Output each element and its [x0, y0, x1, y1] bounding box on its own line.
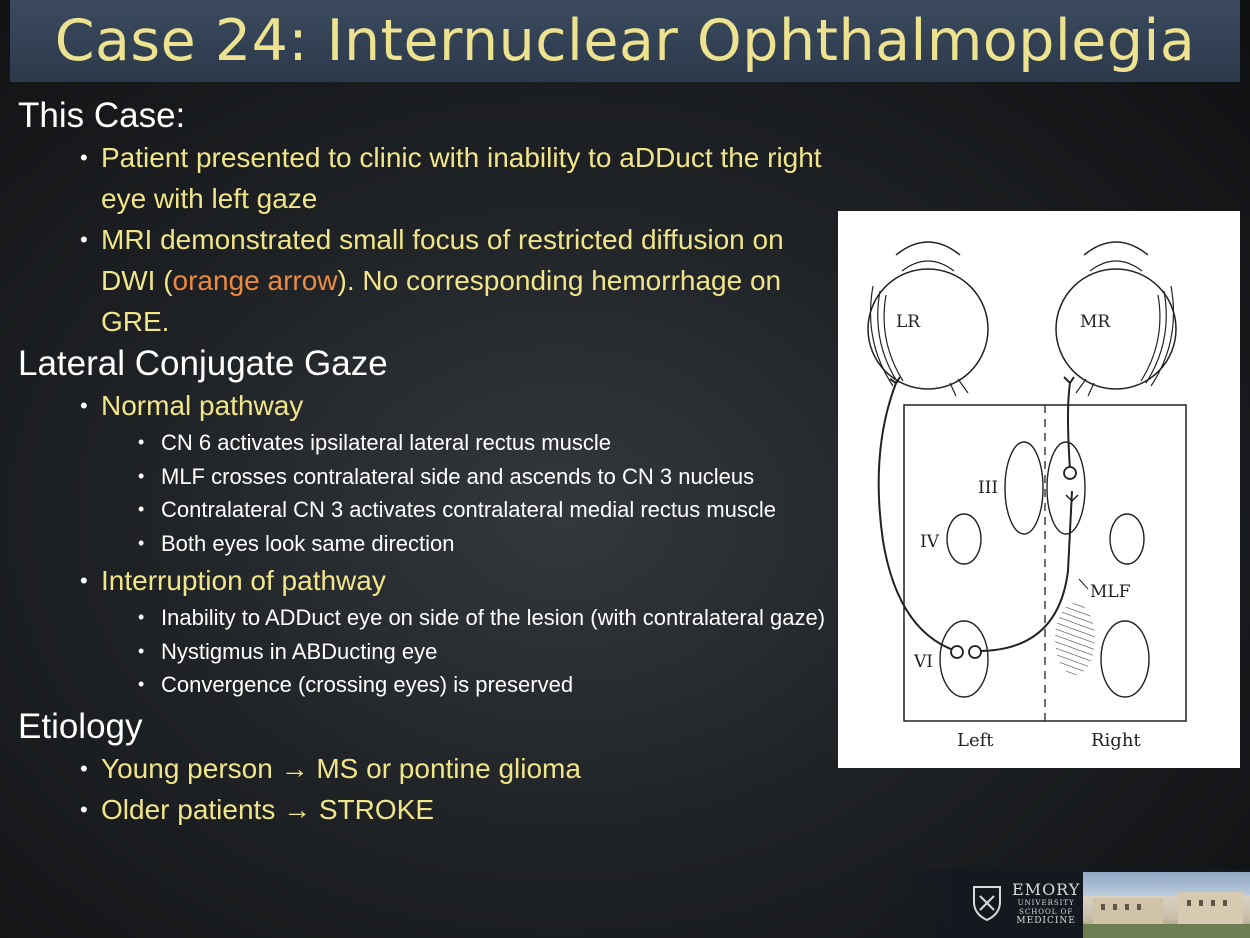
slide-content	[18, 95, 838, 830]
label-iii: III	[978, 478, 999, 498]
left-eye	[868, 242, 988, 396]
label-lr: LR	[896, 312, 921, 332]
cn6-motor-neuron-dot	[951, 646, 963, 658]
emory-medicine: MEDICINE	[1016, 916, 1076, 926]
cn4-nucleus-left	[947, 514, 981, 564]
diagram-svg	[838, 211, 1240, 768]
normal-item-3: • Contralateral CN 3 activates contralateral medial rectus muscle	[18, 493, 838, 527]
mri-text-pre: MRI demonstrated small focus of restricted diffusion on DWI (	[101, 224, 784, 296]
emory-name: EMORY	[1012, 880, 1081, 899]
cn3-nucleus-right	[1047, 442, 1085, 534]
mlf-lesion	[1055, 603, 1095, 675]
building-photo	[1083, 872, 1250, 938]
cn6-nucleus-left	[940, 621, 988, 697]
normal-item-1: • CN 6 activates ipsilateral lateral rectus muscle	[18, 426, 838, 460]
slide-title: Case 24: Internuclear Ophthalmoplegia	[54, 8, 1196, 74]
cn6-nucleus-right	[1101, 621, 1149, 697]
cn6-interneuron-dot	[969, 646, 981, 658]
normal-item-4: • Both eyes look same direction	[18, 527, 838, 561]
heading-etiology: Etiology	[18, 706, 143, 746]
interruption-label: • Interruption of pathway	[18, 560, 838, 601]
emory-shield-icon	[972, 884, 1002, 922]
etiology-item-1: • Young person → MS or pontine glioma	[18, 748, 838, 789]
label-mr: MR	[1080, 312, 1111, 332]
orange-arrow-text: orange arrow	[172, 265, 338, 296]
normal-pathway-label: • Normal pathway	[18, 385, 838, 426]
etiology-item-2: • Older patients → STROKE	[18, 789, 838, 830]
cn3-nerve-path	[1064, 377, 1074, 469]
interruption-item-1: • Inability to ADDuct eye on side of the lesion (with contralateral gaze)	[18, 601, 838, 635]
interruption-item-2: • Nystigmus in ABDucting eye	[18, 635, 838, 669]
cn6-nerve-path	[879, 377, 956, 651]
lateral-gaze-list	[18, 385, 838, 426]
this-case-bullet-2	[18, 219, 838, 342]
label-mlf: MLF	[1090, 582, 1131, 602]
mlf-pointer	[1079, 579, 1088, 589]
this-case-list	[18, 137, 838, 342]
right-eye	[1056, 242, 1176, 396]
cn4-nucleus-right	[1110, 514, 1144, 564]
etiology-list	[18, 748, 838, 830]
this-case-bullet-1: • Patient presented to clinic with inability to aDDuct the right eye with left gaze	[18, 137, 838, 219]
label-right: Right	[1091, 730, 1141, 751]
emory-logo-text	[1012, 882, 1080, 926]
cn3-nucleus-left	[1005, 442, 1043, 534]
normal-pathway-list	[18, 426, 838, 560]
interruption-item-3: • Convergence (crossing eyes) is preserved	[18, 668, 838, 702]
cn3-neuron-dot	[1064, 467, 1076, 479]
label-vi: VI	[914, 652, 933, 672]
label-left: Left	[957, 730, 994, 751]
heading-lateral-gaze: Lateral Conjugate Gaze	[18, 344, 388, 383]
title-bar	[10, 0, 1240, 82]
emory-school-of: SCHOOL OF	[1019, 908, 1074, 916]
emory-university: UNIVERSITY	[1017, 899, 1075, 907]
label-iv: IV	[920, 532, 939, 552]
interruption-list-head	[18, 560, 838, 601]
ino-pathway-diagram	[838, 211, 1240, 768]
mri-text-post: ). No corresponding hemorrhage on GRE.	[101, 265, 782, 337]
emory-footer	[878, 870, 1250, 938]
normal-item-2: • MLF crosses contralateral side and ascends to CN 3 nucleus	[18, 460, 838, 494]
heading-this-case: This Case:	[18, 96, 186, 135]
interruption-list	[18, 601, 838, 702]
